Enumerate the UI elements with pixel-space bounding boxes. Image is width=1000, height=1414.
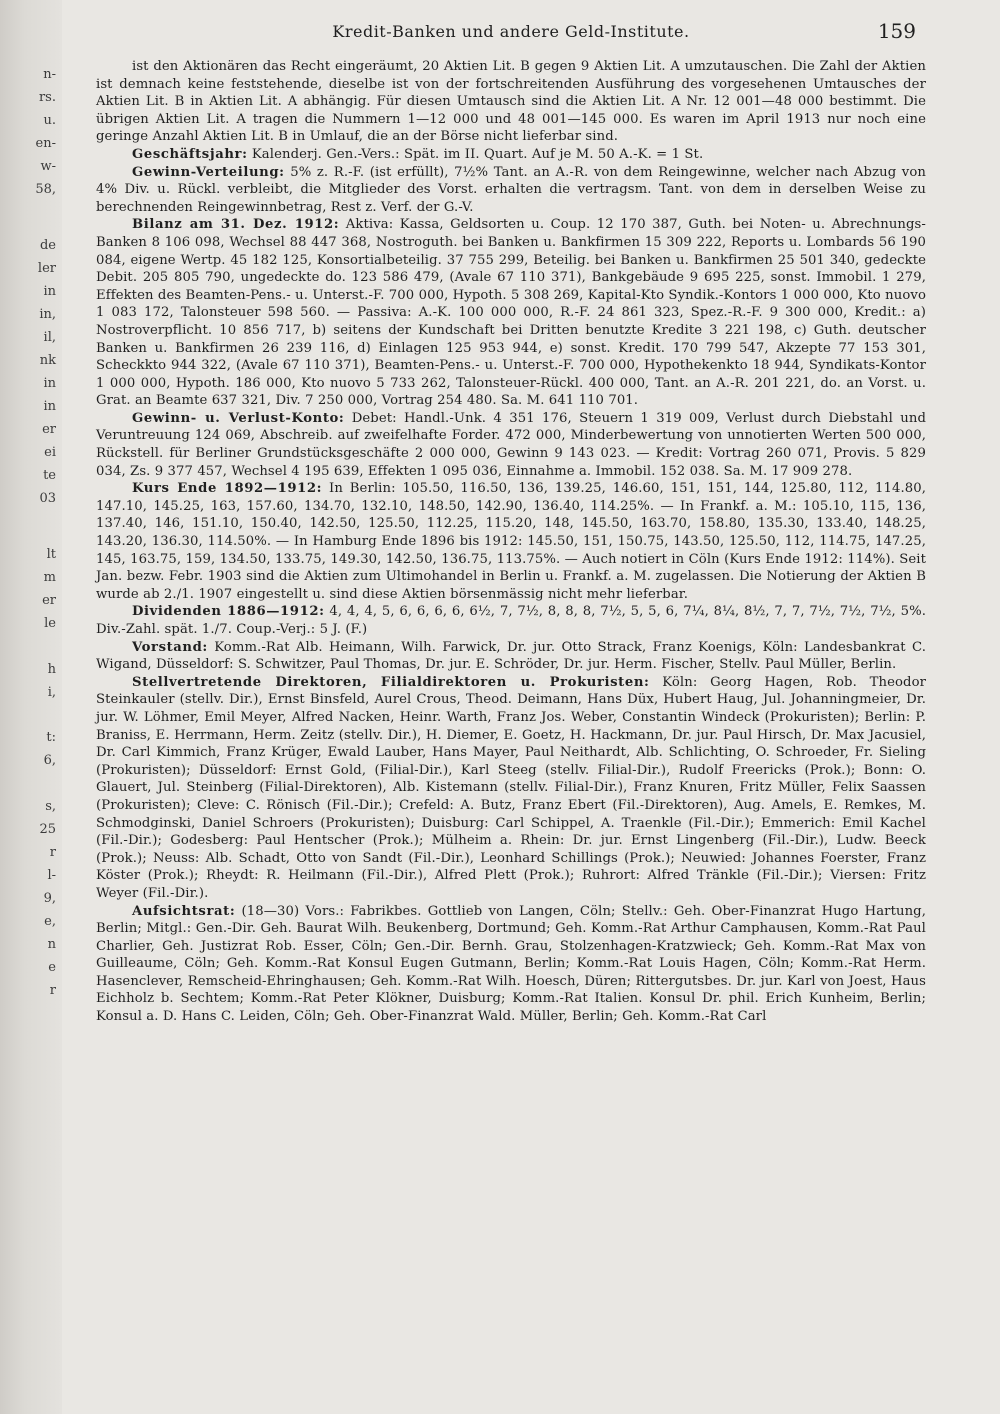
section-label: Geschäftsjahr: — [132, 146, 248, 162]
margin-fragment: h — [47, 662, 56, 677]
page-body — [96, 58, 926, 1026]
margin-fragment: de — [39, 238, 56, 253]
margin-fragment: en- — [35, 136, 56, 151]
direktoren-paragraph: Stellvertretende Direktoren, Filialdirektoren u. Prokuristen: Köln: Georg Hagen, Rob. Theodor Steinkauler (stellv. Dir.), Ernst Binsfeld, Aurel Crous, Theod. Deimann, Hans Düx, Hubert Haug, Jul. Johanningmeier, Dr. jur. W. Löhmer, Emil Meyer, Alfred Nacken, Heinr. Warth, Franz Jos. Weber, Constantin Windeck (Prokuristen); Berlin: P. Braniss, E. Herrmann, Herm. Zeitz (stellv. Dir.), H. Diemer, E. Goetz, H. Hackmann, Dr. jur. Paul Hirsch, Dr. Max Jacusiel, Dr. Carl Kimmich, Franz Krüger, Ewald Lauber, Hans Mayer, Paul Neithardt, Alb. Schlichting, O. Schroeder, Fr. Sieling (Prokuristen); Düsseldorf: Ernst Gold, (Filial-Dir.), Karl Steeg (stellv. Filial-Dir.), Rudolf Freericks (Prok.); Bonn: O. Glauert, Jul. Steinberg (Filial-Direktoren), Alb. Kistemann (stellv. Filial-Dir.), Franz Knuren, Fritz Müller, Felix Saassen (Prokuristen); Cleve: C. Rönisch (Fil.-Dir.); Crefeld: A. Butz, Franz Ebert (Fil.-Direktoren), Aug. Amels, E. Remkes, M. Schmodginski, Daniel Schroers (Prokuristen); Duisburg: Carl Schippel, A. Traenkle (Fil.-Dir.); Emmerich: Emil Kachel (Fil.-Dir.); Godesberg: Paul Hentscher (Prok.); Mülheim a. Rhein: Dr. jur. Ernst Lingenberg (Fil.-Dir.), Ludw. Beeck (Prok.); Neuss: Alb. Schadt, Otto von Sandt (Fil.-Dir.), Leonhard Schillings (Prok.); Neuwied: Johannes Foerster, Franz Köster (Prok.); Rheydt: R. Heilmann (Fil.-Dir.), Alfred Plett (Prok.); Ruhrort: Alfred Tränkle (Fil.-Dir.); Viersen: Fritz Weyer (Fil.-Dir.). — [96, 674, 927, 901]
margin-fragment: r — [49, 983, 56, 998]
margin-fragment: m — [43, 570, 56, 585]
section-label: Gewinn- u. Verlust-Konto: — [132, 410, 345, 426]
section-label: Dividenden 1886—1912: — [132, 604, 325, 620]
margin-fragment: n — [47, 937, 56, 952]
margin-fragment: nk — [39, 353, 56, 368]
margin-fragment: te — [43, 468, 56, 483]
section-label: Gewinn-Verteilung: — [132, 164, 285, 180]
margin-fragment: i, — [47, 685, 56, 700]
margin-fragment: in, — [39, 307, 56, 322]
dividenden-paragraph: Dividenden 1886—1912: 4, 4, 4, 5, 6, 6, 6, 6, 6½, 7, 7½, 8, 8, 8, 7½, 5, 5, 6, 7¼, 8¼, 8½, 7, 7, 7½, 7½, 7½, 5%. Div.-Zahl. spät. 1./7. Coup.-Verj.: 5 J. (F.) — [96, 604, 926, 637]
margin-fragment: il, — [43, 330, 56, 345]
vorstand-paragraph: Vorstand: Komm.-Rat Alb. Heimann, Wilh. Farwick, Dr. jur. Otto Strack, Franz Koenigs, Köln: Landesbankrat C. Wigand, Düsseldorf: S. Schwitzer, Paul Thomas, Dr. jur. E. Schröder, Dr. jur. Herm. Fischer, Stellv. Paul Müller, Berlin. — [96, 639, 926, 673]
margin-fragment: n- — [43, 67, 56, 82]
section-label: Kurs Ende 1892—1912: — [132, 481, 323, 497]
margin-fragment: t: — [46, 730, 56, 745]
margin-fragment: 03 — [39, 491, 56, 506]
margin-fragment: le — [44, 616, 56, 631]
page-title: Kredit-Banken und andere Geld-Institute. — [332, 22, 690, 41]
margin-fragment: 6, — [43, 753, 56, 768]
section-label: Vorstand: — [132, 639, 208, 655]
margin-fragment: 25 — [39, 822, 56, 837]
margin-fragment: l- — [47, 868, 56, 883]
margin-fragment: rs. — [38, 90, 56, 105]
margin-fragment: u. — [43, 113, 56, 128]
geschaeftsjahr-paragraph: Geschäftsjahr: Kalenderj. Gen.-Vers.: Spät. im II. Quart. Auf je M. 50 A.-K. = 1 St. — [132, 146, 704, 162]
gewinn-verteilung-paragraph: Gewinn-Verteilung: 5% z. R.-F. (ist erfüllt), 7½% Tant. an A.-R. von dem Reingewinne, welcher nach Abzug von 4% Div. u. Rückl. verbleibt, die Mitglieder des Vorst. erhalten die vertragsm. Tant. von dem in derselben Weise zu berechnenden Reingewinnbetrag, Rest z. Verf. der G.-V. — [96, 164, 926, 215]
document-page — [96, 19, 927, 1402]
margin-fragment: 9, — [43, 891, 56, 906]
margin-fragment: e — [48, 960, 56, 975]
aufsichtsrat-paragraph: Aufsichtsrat: (18—30) Vors.: Fabrikbes. Gottlieb von Langen, Cöln; Stellv.: Geh. Ober-Finanzrat Hugo Hartung, Berlin; Mitgl.: Gen.-Dir. Geh. Baurat Wilh. Beukenberg, Dortmund; Geh. Komm.-Rat Arthur Camphausen, Komm.-Rat Paul Charlier, Geh. Justizrat Rob. Esser, Cöln; Gen.-Dir. Bernh. Grau, Stolzenhagen-Kratzwieck; Geh. Komm.-Rat Max von Guilleaume, Cöln; Geh. Komm.-Rat Konsul Eugen Gutmann, Berlin; Komm.-Rat Louis Hagen, Cöln; Komm.-Rat Herm. Hasenclever, Remscheid-Ehringhausen; Geh. Komm.-Rat Wilh. Hoesch, Düren; Rittergutsbes. Dr. jur. Karl von Joest, Haus Eichholz b. Sechtem; Komm.-Rat Peter Klökner, Duisburg; Komm.-Rat Italien. Konsul Dr. phil. Erich Kunheim, Berlin; Konsul a. D. Hans C. Leiden, Cöln; Geh. Ober-Finanzrat Wald. Müller, Berlin; Geh. Komm.-Rat Carl — [96, 903, 926, 1025]
section-label: Aufsichtsrat: — [132, 903, 236, 919]
margin-fragment: er — [42, 422, 56, 437]
facing-page-margin — [0, 0, 62, 1414]
page-number: 159 — [877, 19, 916, 43]
bilanz-paragraph: Bilanz am 31. Dez. 1912: Aktiva: Kassa, Geldsorten u. Coup. 12 170 387, Guth. bei Noten- u. Abrechnungs-Banken 8 106 098, Wechsel 88 447 368, Nostroguth. bei Banken u. Bankfirmen 15 309 222, Reports u. Lombards 56 190 084, eigene Wertp. 45 182 125, Konsortialbeteilig. 37 755 299, Beteilig. bei Banken u. Bankfirmen 25 501 340, gedeckte Debit. 205 805 790, ungedeckte do. 123 586 479, (Avale 67 110 371), Bankgebäude 9 695 225, sonst. Immobil. 1 279, Effekten des Beamten-Pens.- u. Unterst.-F. 700 000, Hypoth. 5 308 269, Kapital-Kto Syndik.-Kontors 1 000 000, Kto nuovo 1 083 172, Talonsteuer 598 560. — Passiva: A.-K. 100 000 000, R.-F. 24 861 323, Spez.-R.-F. 9 300 000, Kredit.: a) Nostroverpflicht. 10 856 717, b) seitens der Kundschaft bei Dritten benutzte Kredite 3 221 198, c) Guth. deutscher Banken u. Bankfirmen 26 239 116, d) Einlagen 125 953 944, e) sonst. Kredit. 170 799 547, Akzepte 77 153 301, Scheckkto 944 322, (Avale 67 110 371), Beamten-Pens.- u. Unterst.-F. 700 000, Hypothekenkto 18 944, Syndikats-Kontor 1 000 000, Hypoth. 186 000, Kto nuovo 5 733 262, Talonsteuer-Rückl. 400 000, Tant. an A.-R. 201 221, do. an Vorst. u. Grat. an Beamte 637 321, Div. 7 250 000, Vortrag 254 480. Sa. M. 641 110 701. — [96, 217, 926, 409]
kurs-paragraph: Kurs Ende 1892—1912: In Berlin: 105.50, 116.50, 136, 139.25, 146.60, 151, 151, 144, 125.80, 112, 114.80, 147.10, 145.25, 163, 157.60, 134.70, 132.10, 148.50, 142.90, 136.40, 114.25%. — In Frankf. a. M.: 105.10, 115, 136, 137.40, 146, 151.10, 150.40, 142.50, 125.50, 112.25, 115.20, 148, 145.50, 163.70, 158.80, 135.30, 133.40, 148.25, 143.20, 136.30, 114.50%. — In Hamburg Ende 1896 bis 1912: 145.50, 151, 150.75, 143.50, 125.50, 112, 114.75, 147.25, 145, 163.75, 159, 134.50, 133.75, 149.30, 142.50, 136.75, 113.75%. — Auch notiert in Cöln (Kurs Ende 1912: 114%). Seit Jan. bezw. Febr. 1903 sind die Aktien zum Ultimohandel in Berlin u. Frankf. a. M. zugelassen. Die Notierung der Aktien B wurde ab 2./1. 1907 eingestellt u. sind diese Aktien börsenmässig nicht mehr lieferbar. — [96, 481, 927, 602]
margin-fragment: ei — [44, 445, 56, 460]
margin-fragment: in — [43, 284, 56, 299]
intro-paragraph: ist den Aktionären das Recht eingeräumt, 20 Aktien Lit. B gegen 9 Aktien Lit. A umzutauschen. Die Zahl der Aktien ist demnach keine feststehende, dieselbe ist von der fortschreitenden Ausführung des vorgesehenen Umtausches der Aktien Lit. B in Aktien Lit. A abhängig. Für diesen Umtausch sind die Aktien Lit. A Nr. 12 001—48 000 bestimmt. Die übrigen Aktien Lit. A tragen die Nummern 1—12 000 und 48 001—145 000. Es waren im April 1913 nur noch eine geringe Anzahl Aktien Lit. B in Umlauf, die an der Börse nicht lieferbar sind. — [96, 59, 926, 145]
margin-fragment: lt — [46, 547, 56, 562]
margin-fragment: er — [42, 593, 56, 608]
margin-fragment: w- — [40, 159, 56, 174]
margin-fragment: in — [43, 376, 56, 391]
margin-fragment: s, — [45, 799, 56, 814]
margin-fragment: e, — [44, 914, 56, 929]
margin-fragment: 58, — [35, 182, 56, 197]
margin-fragment: ler — [37, 261, 56, 276]
section-label: Stellvertretende Direktoren, Filialdirektoren u. Prokuristen: — [132, 674, 650, 690]
margin-fragment: in — [43, 399, 56, 414]
gewinn-verlust-paragraph: Gewinn- u. Verlust-Konto: Debet: Handl.-Unk. 4 351 176, Steuern 1 319 009, Verlust durch Diebstahl und Veruntreuung 124 069, Abschreib. auf zweifelhafte Forder. 472 000, Minderbewertung von unnotierten Werten 500 000, Rückstell. für Berliner Grundstücksgeschäfte 2 000 000, Gewinn 9 143 023. — Kredit: Vortrag 260 071, Provis. 5 829 034, Zs. 9 377 457, Wechsel 4 195 639, Effekten 1 095 036, Einnahme a. Immobil. 152 038. Sa. M. 17 909 278. — [96, 410, 926, 479]
margin-fragment: r — [49, 845, 56, 860]
section-label: Bilanz am 31. Dez. 1912: — [132, 217, 340, 233]
page-header — [96, 19, 926, 58]
